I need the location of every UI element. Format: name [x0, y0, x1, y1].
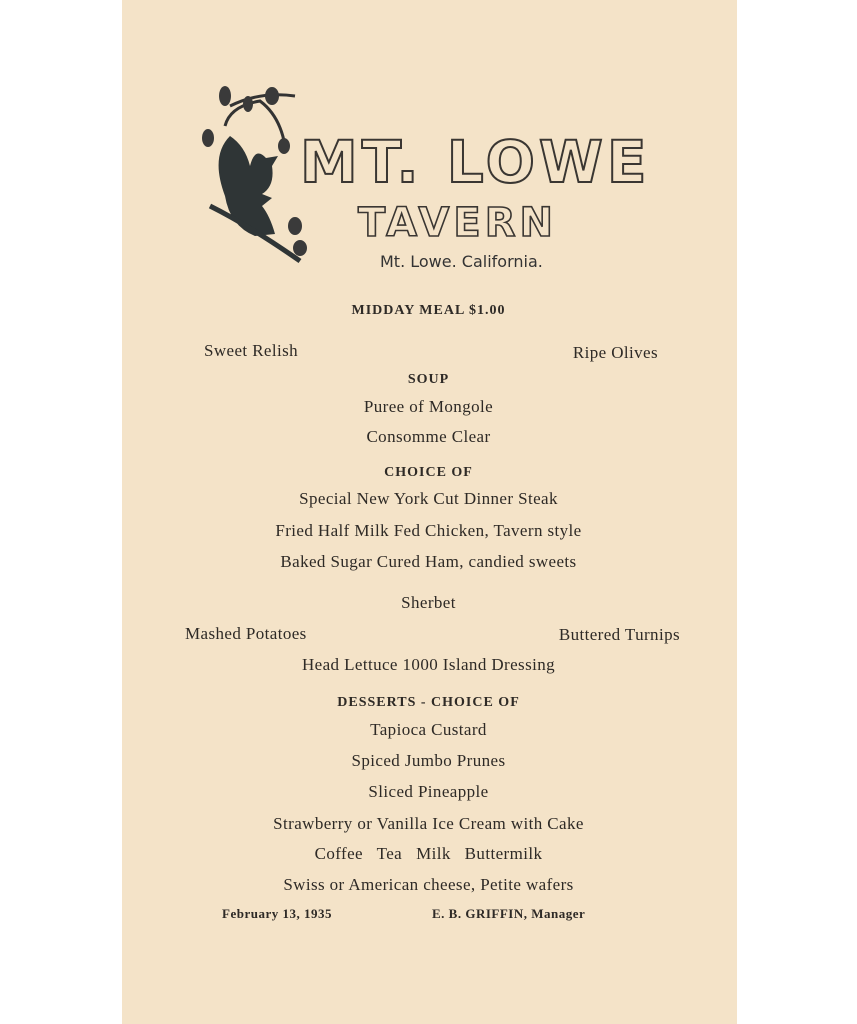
relish-left: Sweet Relish — [204, 341, 299, 360]
menu-item: Coffee Tea Milk Buttermilk — [314, 844, 543, 863]
menu-item: Fried Half Milk Fed Chicken, Tavern style — [275, 521, 582, 540]
menu-item: Sliced Pineapple — [368, 782, 489, 801]
menu-item: Consomme Clear — [366, 427, 491, 446]
menu-item: Tapioca Custard — [370, 720, 487, 739]
menu-item: Spiced Jumbo Prunes — [351, 751, 506, 770]
logo-subtitle: TAVERN — [358, 200, 557, 246]
logo-title: MT. LOWE — [300, 128, 651, 196]
side-right: Buttered Turnips — [558, 625, 680, 644]
entree-heading: CHOICE OF — [384, 465, 473, 480]
menu-item: Strawberry or Vanilla Ice Cream with Cake — [273, 814, 584, 833]
side-left: Mashed Potatoes — [185, 624, 307, 643]
relish-right: Ripe Olives — [572, 343, 658, 362]
menu-heading: MIDDAY MEAL $1.00 — [351, 303, 506, 318]
menu-date: February 13, 1935 — [222, 906, 332, 921]
menu-manager: E. B. GRIFFIN, Manager — [432, 906, 586, 921]
menu-item: Baked Sugar Cured Ham, candied sweets — [280, 552, 577, 571]
logo-place: Mt. Lowe. California. — [380, 252, 543, 271]
menu-item: Sherbet — [401, 593, 456, 612]
soup-heading: SOUP — [407, 372, 450, 387]
menu-item: Swiss or American cheese, Petite wafers — [283, 875, 574, 894]
menu-item: Puree of Mongole — [363, 397, 494, 416]
dessert-heading: DESSERTS - CHOICE OF — [337, 695, 520, 710]
menu-item: Special New York Cut Dinner Steak — [299, 489, 558, 508]
menu-item: Head Lettuce 1000 Island Dressing — [301, 655, 556, 674]
